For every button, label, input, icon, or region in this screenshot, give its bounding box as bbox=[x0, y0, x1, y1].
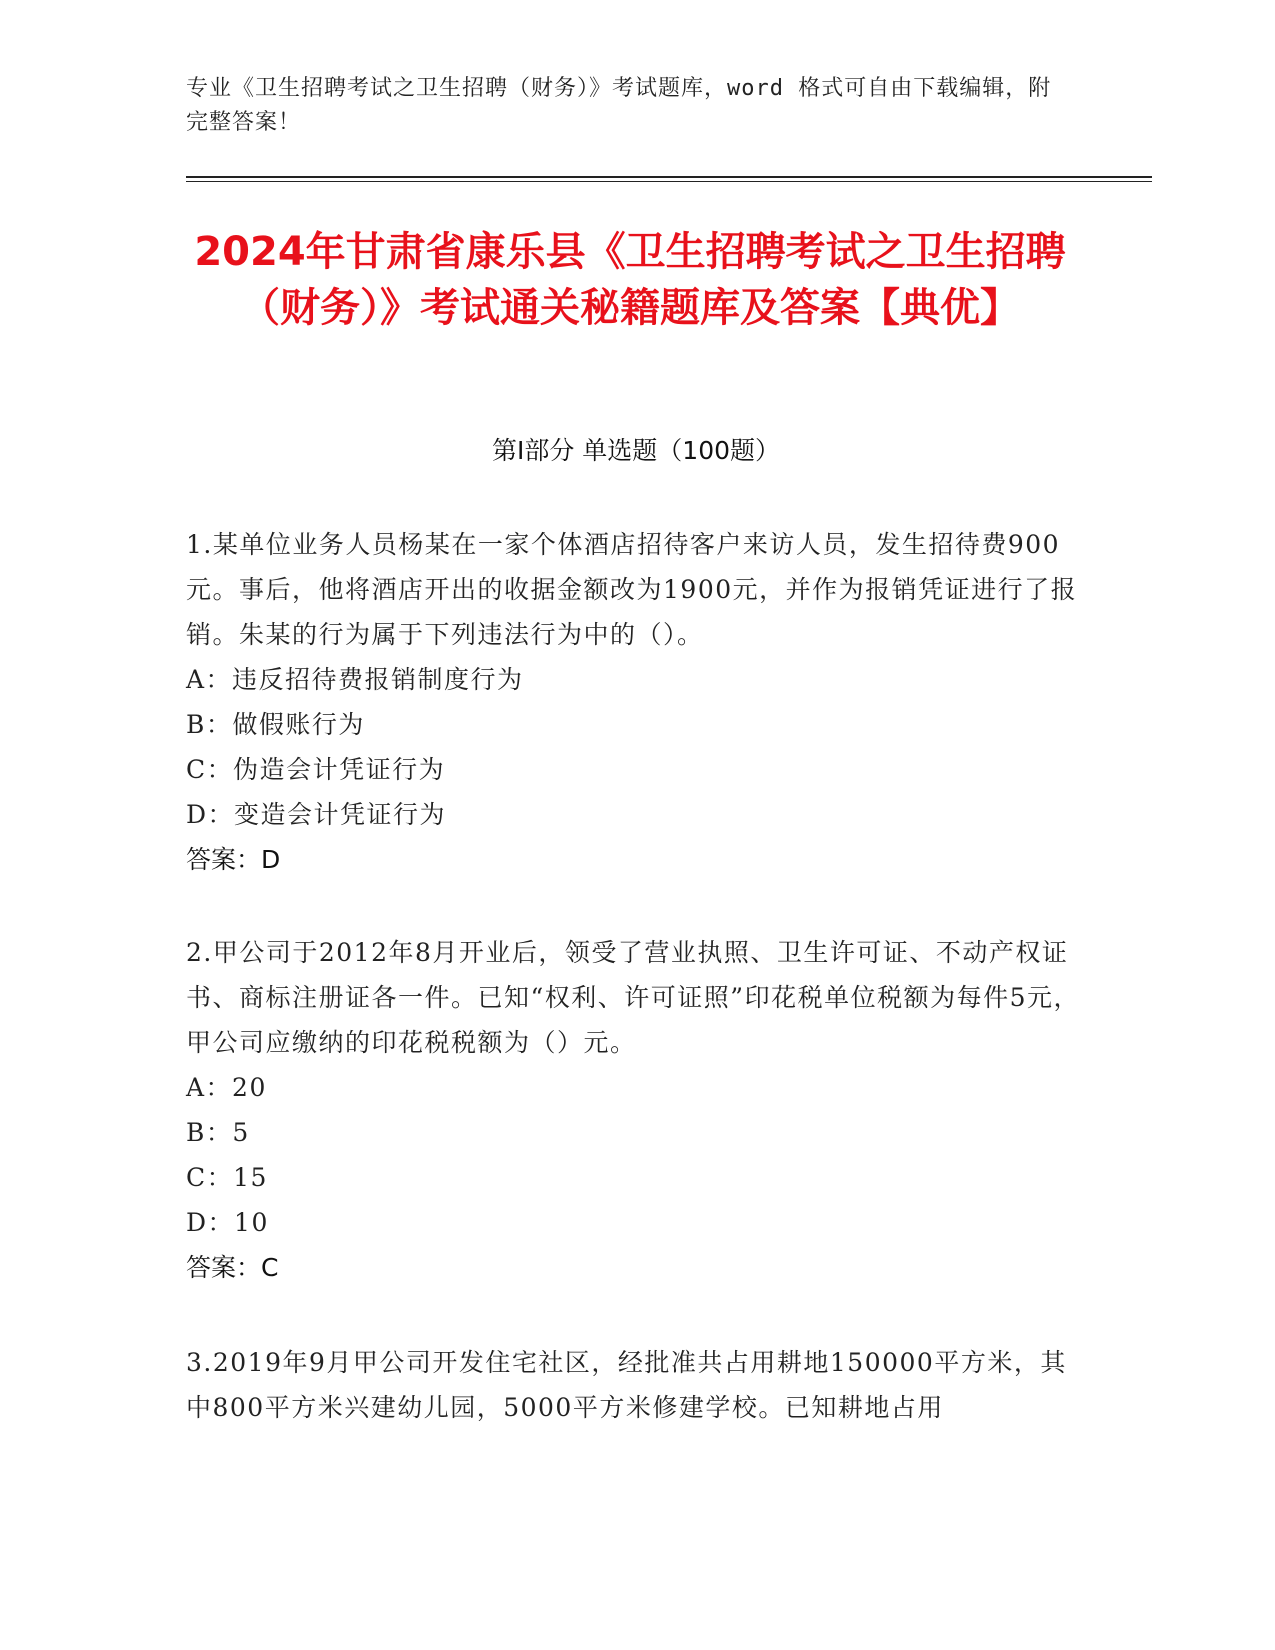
option-b: B：5 bbox=[186, 1118, 250, 1147]
header-divider-thin bbox=[186, 181, 1152, 182]
option-b: B：做假账行为 bbox=[186, 710, 365, 739]
option-a: A：20 bbox=[186, 1073, 267, 1102]
option-a: A：违反招待费报销制度行为 bbox=[186, 665, 524, 694]
header-divider-thick bbox=[186, 176, 1152, 178]
option-d: D：变造会计凭证行为 bbox=[186, 800, 447, 829]
question-3 bbox=[186, 1340, 1086, 1430]
option-c: C：15 bbox=[186, 1163, 268, 1192]
question-2 bbox=[186, 930, 1086, 1290]
question-stem: 3.2019年9月甲公司开发住宅社区，经批准共占用耕地150000平方米，其中800平方米兴建幼儿园，5000平方米修建学校。已知耕地占用 bbox=[186, 1348, 1067, 1422]
option-d: D：10 bbox=[186, 1208, 269, 1237]
question-stem: 2.甲公司于2012年8月开业后，领受了营业执照、卫生许可证、不动产权证书、商标注册证各一件。已知“权利、许可证照”印花税单位税额为每件5元，甲公司应缴纳的印花税税额为（）元。 bbox=[186, 938, 1080, 1057]
section-heading: 第I部分 单选题（100题） bbox=[491, 436, 781, 465]
answer: 答案：D bbox=[186, 845, 281, 874]
answer: 答案：C bbox=[186, 1253, 279, 1282]
option-c: C：伪造会计凭证行为 bbox=[186, 755, 446, 784]
question-stem: 1.某单位业务人员杨某在一家个体酒店招待客户来访人员，发生招待费900元。事后，他将酒店开出的收据金额改为1900元，并作为报销凭证进行了报销。朱某的行为属于下列违法行为中的（）。 bbox=[186, 530, 1078, 649]
question-1 bbox=[186, 522, 1086, 882]
header-note: 专业《卫生招聘考试之卫生招聘（财务）》考试题库，word 格式可自由下载编辑，附完整答案！ bbox=[186, 76, 1052, 135]
document-title: 2024年甘肃省康乐县《卫生招聘考试之卫生招聘（财务）》考试通关秘籍题库及答案【典优】 bbox=[194, 229, 1066, 331]
